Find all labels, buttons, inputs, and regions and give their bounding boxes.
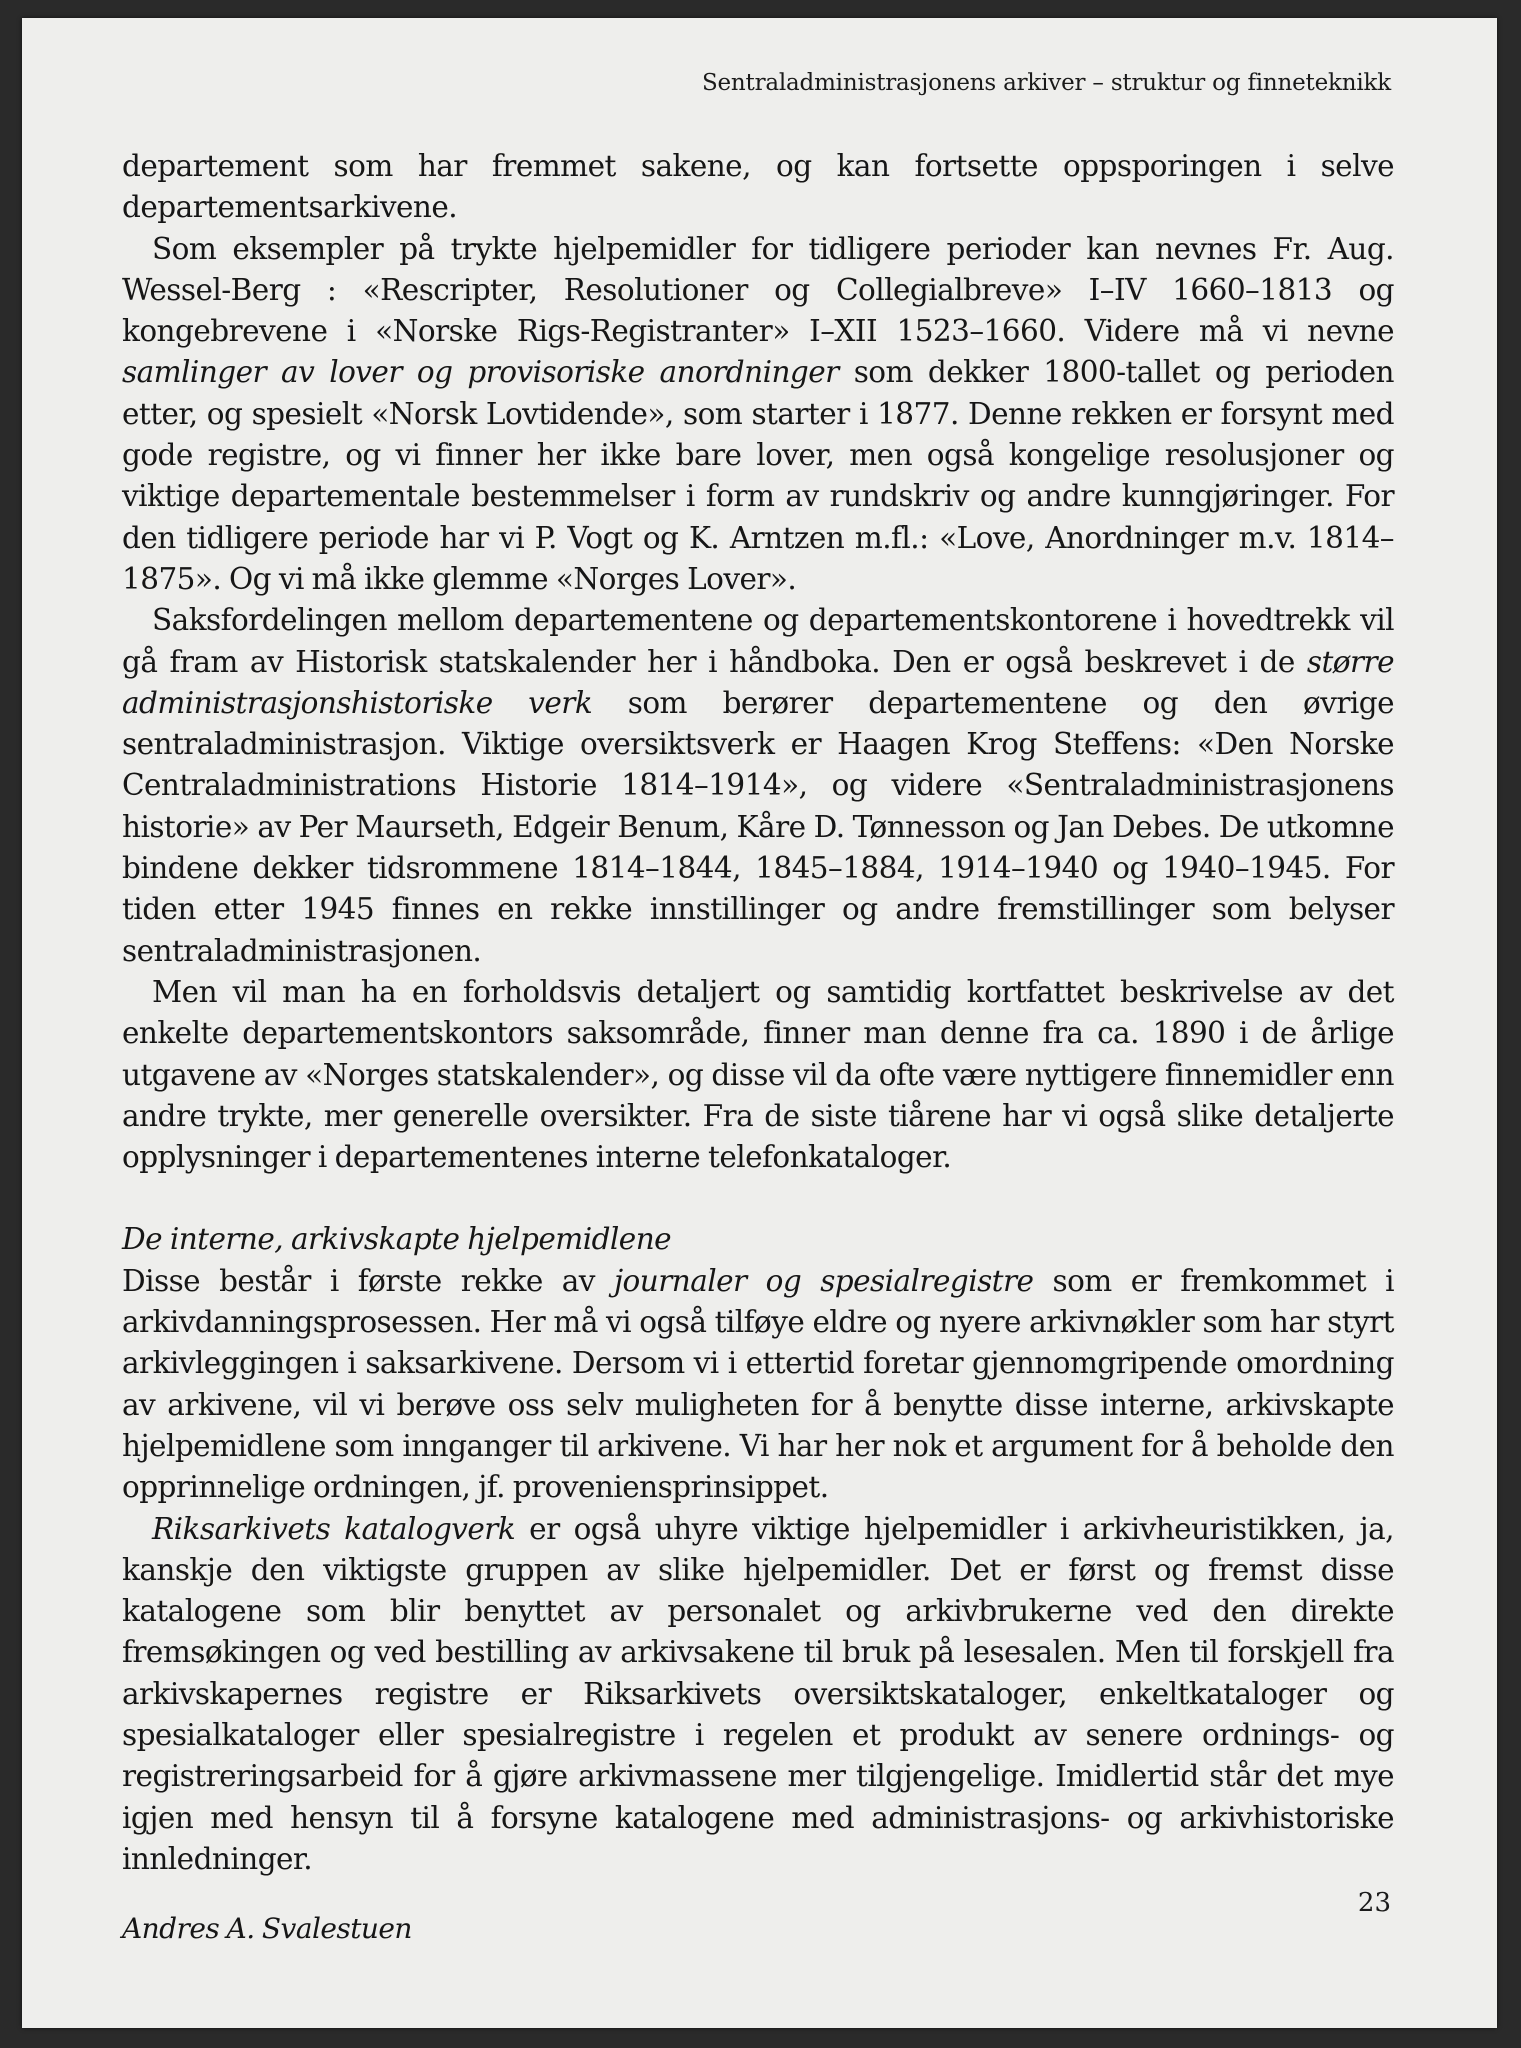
document-page — [22, 18, 1497, 2028]
paragraph-2-text-b: som dekker 1800-tallet og perioden etter, og spesielt «Norsk Lovtidende», som starter i 1877. Denne rekken er forsynt med gode registre, og vi finner her ikke bare lover, men også kongelige resolusjoner og viktige departementale bestemmelser i form av rundskriv og andre kunngjøringer. For den tidligere periode har vi P. Vogt og K. Arntzen m.fl.: «Love, Anordninger m.v. 1814–1875». Og vi må ikke glemme «Norges Lover». — [122, 355, 1394, 596]
paragraph-2-emphasis: samlinger av lover og provisoriske anordninger — [122, 355, 839, 390]
paragraph-2 — [122, 229, 1394, 601]
paragraph-2-text-a: Som eksempler på trykte hjelpemidler for tidligere perioder kan nevnes Fr. Aug. Wessel-Berg : «Rescripter, Resolutioner og Collegialbreve» I–IV 1660–1813 og kongebrevene i «Norske Rigs-Registranter» I–XII 1523–1660. Videre må vi nevne — [122, 231, 1394, 349]
paragraph-3-emphasis: større administrasjonshistoriske verk — [122, 644, 1394, 720]
paragraph-4 — [122, 972, 1394, 1178]
paragraph-5-text-a: Disse består i første rekke av — [122, 1263, 614, 1298]
paragraph-3 — [122, 600, 1394, 972]
paragraph-6-emphasis: Riksarkivets katalogverk — [152, 1511, 516, 1546]
paragraph-1 — [122, 146, 1394, 229]
page-number: 23 — [1357, 1888, 1391, 1918]
paragraph-6 — [122, 1509, 1394, 1881]
running-head: Sentraladministrasjonens arkiver – struktur og finneteknikk — [701, 70, 1391, 96]
paragraph-6-text: er også uhyre viktige hjelpemidler i arkivheuristikken, ja, kanskje den viktigste gruppen av slike hjelpemidler. Det er først og fremst disse katalogene som blir benyttet av personalet og arkivbrukerne ved den direkte fremsøkingen og ved bestilling av arkivsakene til bruk på lesesalen. Men til forskjell fra arkivskapernes registre er Riksarkivets oversiktskataloger, enkeltkataloger og spesialkataloger eller spesialregistre i regelen et produkt av senere ordnings- og registreringsarbeid for å gjøre arkivmassene mer tilgjengelige. Imidlertid står det mye igjen med hensyn til å forsyne katalogene med administrasjons- og arkivhistoriske innledninger. — [122, 1511, 1394, 1876]
body-text — [122, 146, 1394, 1949]
author-signature: Andres A. Svalestuen — [122, 1912, 412, 1946]
paragraph-3-text-a: Saksfordelingen mellom departementene og departementskontorene i hovedtrekk vil gå fram av Historisk statskalender her i håndboka. Den er også beskrevet i de — [122, 603, 1394, 679]
paragraph-1-text: departement som har fremmet sakene, og kan fortsette oppsporingen i selve departementsarkivene. — [122, 149, 1394, 225]
paragraph-4-text: Men vil man ha en forholdsvis detaljert og samtidig kortfattet beskrivelse av det enkelte departementskontors saksområde, finner man denne fra ca. 1890 i de årlige utgavene av «Norges statskalender», og disse vil da ofte være nyttigere finnemidler enn andre trykte, mer generelle oversikter. Fra de siste tiårene har vi også slike detaljerte opplysninger i departementenes interne telefonkataloger. — [122, 974, 1394, 1175]
section-subheading: De interne, arkivskapte hjelpemidlene — [122, 1222, 672, 1257]
paragraph-3-text-b: som berører departementene og den øvrige sentraladministrasjon. Viktige oversiktsverk er Haagen Krog Steffens: «Den Norske Centraladministrations Historie 1814–1914», og videre «Sentraladministrasjonens historie» av Per Maurseth, Edgeir Benum, Kåre D. Tønnesson og Jan Debes. De utkomne bindene dekker tidsrommene 1814–1844, 1845–1884, 1914–1940 og 1940–1945. For tiden etter 1945 finnes en rekke innstillinger og andre fremstillinger som belyser sentraladministrasjonen. — [122, 685, 1394, 968]
paragraph-5-emphasis: journaler og spesialregistre — [613, 1263, 1034, 1298]
paragraph-5 — [122, 1261, 1394, 1509]
paragraph-5-text-b: som er fremkommet i arkivdanningsprosessen. Her må vi også tilføye eldre og nyere arkivnøkler som har styrt arkivleggingen i saksarkivene. Dersom vi i ettertid foretar gjennomgripende omordning av arkivene, vil vi berøve oss selv muligheten for å benytte disse interne, arkivskapte hjelpemidlene som innganger til arkivene. Vi har her nok et argument for å beholde den opprinnelige ordningen, jf. proveniensprinsippet. — [122, 1263, 1394, 1505]
